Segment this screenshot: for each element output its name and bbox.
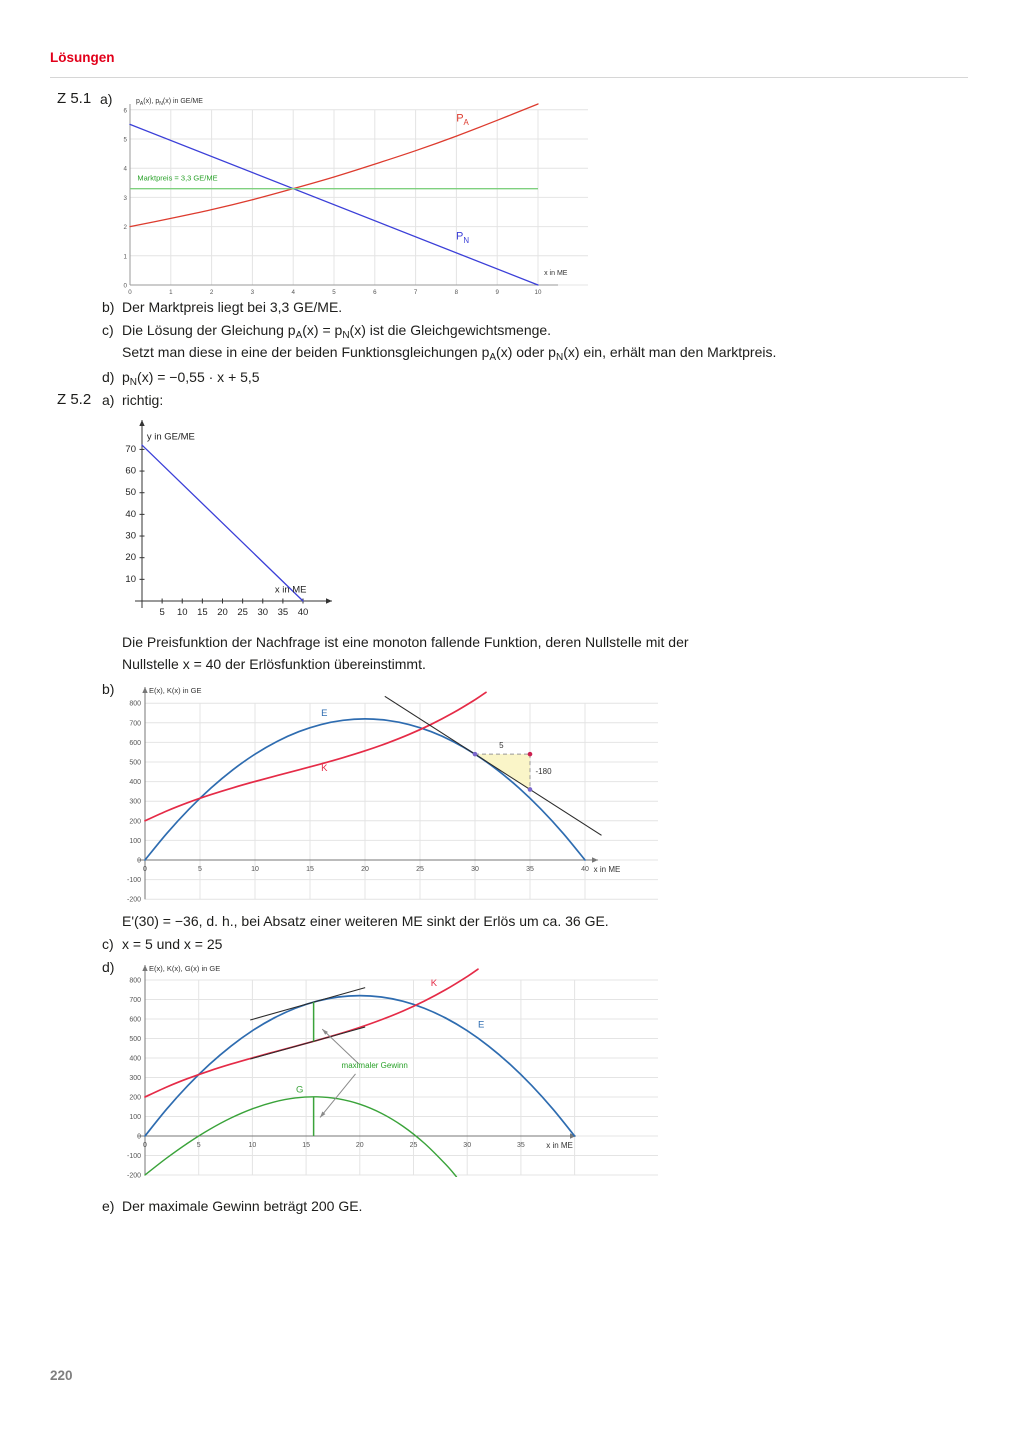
item-label-z51-b: b) <box>102 299 115 315</box>
svg-text:15: 15 <box>197 607 208 618</box>
svg-text:20: 20 <box>361 866 369 873</box>
item-label-z51-c: c) <box>102 322 114 338</box>
svg-text:400: 400 <box>129 779 141 787</box>
svg-text:x in ME: x in ME <box>546 1141 573 1151</box>
answer-z52-a: richtig: <box>122 392 164 408</box>
svg-text:PN: $P_N$ <box>455 230 470 246</box>
item-label-z51-a: a) <box>100 91 113 107</box>
svg-text:x in ME: x in ME <box>593 865 621 875</box>
svg-text:70: 70 <box>125 443 136 455</box>
svg-text:20: 20 <box>125 552 136 564</box>
svg-text:40: 40 <box>581 866 589 873</box>
svg-text:1: 1 <box>123 253 127 261</box>
svg-text:800: 800 <box>129 700 141 708</box>
divider <box>50 77 968 78</box>
svg-text:E(x), K(x) in GE: E(x), K(x) in GE <box>149 686 202 695</box>
answer-z52-b-derivative: E'(30) = −36, d. h., bei Absatz einer weiteren ME sinkt der Erlös um ca. 36 GE. <box>122 913 609 929</box>
svg-text:x in ME: x in ME <box>274 584 307 596</box>
svg-text:5: 5 <box>499 740 504 750</box>
svg-text:40: 40 <box>297 607 309 618</box>
svg-text:30: 30 <box>463 1142 472 1149</box>
svg-text:700: 700 <box>129 720 141 728</box>
revenue-cost-chart <box>120 678 665 912</box>
svg-text:700: 700 <box>129 997 141 1004</box>
svg-text:6: 6 <box>373 289 377 296</box>
svg-text:2: 2 <box>209 289 214 296</box>
svg-text:35: 35 <box>277 607 289 618</box>
svg-text:300: 300 <box>129 1075 141 1082</box>
svg-text:1: 1 <box>169 289 173 296</box>
svg-text:200: 200 <box>129 1094 141 1102</box>
answer-z51-d-formula: $p_N(x) = -0,55 \cdot x + 5,5$ <box>122 369 260 388</box>
answer-z52-c: x = 5 und x = 25 <box>122 936 223 952</box>
answer-z52-a-para2: Nullstelle x = 40 der Erlösfunktion übereinstimmt. <box>122 656 426 672</box>
page-title: Lösungen <box>50 50 115 65</box>
svg-text:5: 5 <box>123 136 127 144</box>
svg-text:0: 0 <box>137 857 141 865</box>
svg-text:30: 30 <box>125 530 136 542</box>
svg-text:30: 30 <box>257 607 269 618</box>
svg-text:50: 50 <box>125 487 136 499</box>
svg-text:200: 200 <box>129 818 141 826</box>
answer-z52-a-para1: Die Preisfunktion der Nachfrage ist eine monoton fallende Funktion, deren Nullstelle mit der <box>122 634 689 650</box>
svg-text:2: 2 <box>123 224 127 232</box>
svg-text:500: 500 <box>129 759 141 767</box>
svg-text:300: 300 <box>129 798 141 806</box>
svg-text:800: 800 <box>129 977 141 985</box>
svg-text:-200: -200 <box>126 896 141 904</box>
svg-text:25: 25 <box>409 1142 418 1149</box>
svg-text:0: 0 <box>123 282 127 290</box>
svg-text:35: 35 <box>526 866 534 873</box>
svg-text:E: E <box>321 707 328 719</box>
svg-text:0: 0 <box>143 866 147 873</box>
svg-text:x in ME: x in ME <box>544 269 568 277</box>
item-label-z52-a: a) <box>102 392 115 408</box>
problem-label-z52: Z 5.2 <box>57 391 92 408</box>
svg-text:5: 5 <box>159 607 165 618</box>
svg-text:35: 35 <box>517 1142 525 1149</box>
svg-text:5: 5 <box>196 1142 201 1149</box>
svg-text:9: 9 <box>495 289 499 296</box>
svg-text:8: 8 <box>454 289 459 296</box>
svg-text:-100: -100 <box>126 1153 141 1160</box>
item-label-z52-d: d) <box>102 959 115 975</box>
item-label-z52-e: e) <box>102 1198 115 1214</box>
svg-text:40: 40 <box>125 508 136 520</box>
svg-text:pA(x), pN(x) in GE/ME: $p_A(x)$, $p_N(x)$ in GE/ME <box>136 98 203 108</box>
svg-text:25: 25 <box>237 607 248 618</box>
svg-text:500: 500 <box>129 1036 141 1043</box>
svg-text:7: 7 <box>413 289 418 296</box>
svg-text:600: 600 <box>129 1016 141 1024</box>
svg-text:10: 10 <box>176 607 188 618</box>
problem-label-z51: Z 5.1 <box>57 90 92 107</box>
svg-text:maximaler Gewinn: maximaler Gewinn <box>341 1061 408 1071</box>
svg-text:30: 30 <box>471 866 479 873</box>
svg-text:-200: -200 <box>126 1172 141 1180</box>
svg-text:Marktpreis = 3,3 GE/ME: Marktpreis = 3,3 GE/ME <box>137 173 218 183</box>
svg-text:0: 0 <box>137 1133 141 1141</box>
answer-z51-c-line1: Die Lösung der Gleichung $p_A(x) = p_N(x)$ ist die Gleichgewichtsmenge. <box>122 322 552 341</box>
svg-text:20: 20 <box>217 607 228 618</box>
profit-chart <box>120 956 665 1203</box>
svg-text:10: 10 <box>125 573 136 585</box>
svg-text:3: 3 <box>123 194 127 202</box>
svg-text:0: 0 <box>143 1142 147 1149</box>
answer-z52-e: Der maximale Gewinn beträgt 200 GE. <box>122 1198 363 1214</box>
svg-text:60: 60 <box>125 465 136 477</box>
svg-text:10: 10 <box>534 289 542 296</box>
svg-text:5: 5 <box>332 289 336 296</box>
svg-text:4: 4 <box>291 289 295 296</box>
svg-text:G: G <box>295 1084 304 1096</box>
item-label-z52-c: c) <box>102 936 114 952</box>
svg-text:K: K <box>321 762 328 774</box>
svg-text:10: 10 <box>248 1142 257 1149</box>
answer-z51-c-line2: Setzt man diese in eine der beiden Funktionsgleichungen $p_A(x)$ oder $p_N(x)$ ein, erhält man den Marktpreis. <box>122 344 777 363</box>
svg-text:100: 100 <box>129 837 141 845</box>
svg-text:20: 20 <box>355 1142 364 1149</box>
svg-text:-100: -100 <box>126 877 141 885</box>
svg-text:K: K <box>430 978 438 990</box>
item-label-z51-d: d) <box>102 369 115 385</box>
svg-text:3: 3 <box>250 289 255 296</box>
page-number: 220 <box>50 1368 73 1383</box>
svg-text:-180: -180 <box>535 767 552 777</box>
svg-text:5: 5 <box>198 866 202 873</box>
svg-text:E(x), K(x), G(x) in GE: E(x), K(x), G(x) in GE <box>149 964 221 973</box>
demand-price-chart <box>125 408 360 638</box>
price-functions-chart <box>122 92 597 300</box>
svg-text:25: 25 <box>416 866 424 873</box>
svg-text:6: 6 <box>123 107 127 115</box>
answer-z51-b: Der Marktpreis liegt bei 3,3 GE/ME. <box>122 299 343 315</box>
svg-text:y in GE/ME: y in GE/ME <box>146 431 195 443</box>
svg-text:PA: $P_A$ <box>456 112 469 127</box>
svg-text:E: E <box>477 1019 485 1031</box>
svg-text:100: 100 <box>129 1114 141 1121</box>
svg-text:4: 4 <box>123 165 127 173</box>
svg-text:0: 0 <box>128 289 132 296</box>
item-label-z52-b: b) <box>102 681 115 697</box>
svg-text:15: 15 <box>306 866 314 873</box>
svg-text:400: 400 <box>129 1055 141 1063</box>
svg-text:10: 10 <box>251 866 259 873</box>
svg-text:600: 600 <box>129 739 141 747</box>
svg-text:15: 15 <box>302 1142 310 1149</box>
